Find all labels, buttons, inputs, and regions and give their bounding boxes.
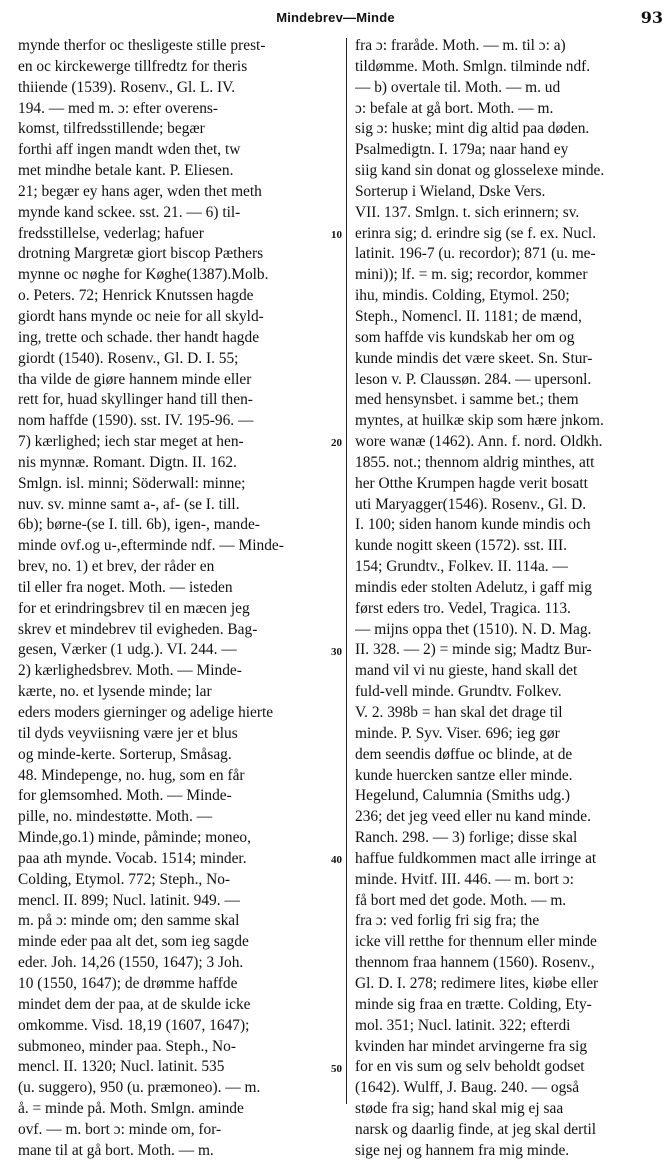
text-line: ihu, mindis. Colding, Etymol. 250; (355, 287, 570, 305)
text-line: giordt (1540). Rosenv., Gl. D. I. 55; (18, 349, 239, 367)
text-line: for et erindringsbrev til en mæcen jeg (18, 599, 250, 617)
text-line: 1855. not.; thennom aldrig minthes, att (355, 453, 595, 471)
text-line: å. = minde på. Moth. Smlgn. aminde (18, 1100, 244, 1118)
text-line: thennom fraa hannem (1560). Rosenv., (355, 954, 595, 972)
line-number: 50 (331, 1062, 342, 1075)
text-line: drotning Margretæ giort biscop Pæthers (18, 245, 264, 263)
text-line: Ranch. 298. — 3) forlige; disse skal (355, 829, 578, 847)
text-line: til dyds veyviisning være jer et blus (18, 724, 238, 742)
text-line: minde sig fraa en trætte. Colding, Ety- (355, 995, 592, 1013)
line-number: 40 (331, 854, 342, 867)
text-line: fra ɔ: ved forlig fri sig fra; the (355, 912, 540, 930)
text-line: mencl. II. 899; Nucl. latinit. 949. — (18, 891, 240, 909)
right-column (355, 36, 667, 1162)
text-line: met mindhe betale kant. P. Eliesen. (18, 162, 234, 180)
text-line: brev, no. 1) et brev, der råder en (18, 558, 215, 576)
text-line: Hegelund, Calumnia (Smiths udg.) (355, 787, 571, 805)
text-line: som haffde vis kundskab her om og (355, 328, 575, 346)
text-line: paa ath mynde. Vocab. 1514; minder. (18, 849, 247, 867)
text-line: leson v. P. Claussøn. 284. — upersonl. (355, 370, 592, 388)
text-line: Sorterup i Wieland, Dske Vers. (355, 182, 546, 200)
text-line: (1642). Wulff, J. Baug. 240. — også (355, 1079, 580, 1097)
text-line: minde. P. Syv. Viser. 696; ieg gør (355, 724, 560, 742)
text-line: mindis eder stolten Adelutz, i gaff mig (355, 578, 592, 596)
text-line: Smlgn. isl. minni; Söderwall: minne; (18, 474, 246, 492)
text-line: giordt hans mynde oc neie for all skyld- (18, 307, 264, 325)
text-line: kærte, no. et lysende minde; lar (18, 683, 212, 701)
text-line: 194. — med m. ɔ: efter overens- (18, 99, 219, 117)
text-line: tildømme. Moth. Smlgn. tilminde ndf. (355, 57, 591, 75)
text-line: 2) kærlighedsbrev. Moth. — Minde- (18, 662, 242, 680)
text-line: dem seendis døffue oc blinde, at de (355, 745, 573, 763)
text-line: wore wanæ (1462). Ann. f. nord. Oldkh. (355, 433, 603, 451)
line-number: 10 (331, 228, 342, 241)
text-line: sig ɔ: huske; mint dig altid paa døden. (355, 120, 590, 138)
text-line: minde. Hvitf. III. 446. — m. bort ɔ: (355, 870, 574, 888)
text-line: myntes, at huilkæ skip som hære jnkom. (355, 412, 604, 430)
text-line: sige nej og hannem fra mig minde. (355, 1141, 570, 1159)
text-line: en oc kirckewerge tillfredtz for theris (18, 57, 248, 75)
text-line: icke vill retthe for thennum eller minde (355, 933, 597, 951)
text-line: fredsstillelse, vederlag; hafuer (18, 224, 204, 242)
text-line: kunde huercken santze eller minde. (355, 766, 573, 784)
text-line: og minde-kerte. Sorterup, Småsag. (18, 745, 232, 763)
text-line: o. Peters. 72; Henrick Knutssen hagde (18, 287, 254, 305)
text-line: submoneo, minder paa. Steph., No- (18, 1037, 236, 1055)
text-line: omkomme. Visd. 18,19 (1607, 1647); (18, 1016, 250, 1034)
text-line: tha vilde de giøre hannem minde eller (18, 370, 252, 388)
text-line: mand vil vi nu gieste, hand skall det (355, 662, 578, 680)
text-line: rett for, huad skyllinger hand till then- (18, 391, 253, 409)
text-line: latinit. 196-7 (u. recordor); 871 (u. me- (355, 245, 596, 263)
text-line: V. 2. 398b = han skal det drage til (355, 704, 563, 721)
text-line: I. 100; siden hanom kunde mindis och (355, 516, 591, 534)
text-line: (u. suggero), 950 (u. præmoneo). — m. (18, 1079, 261, 1097)
text-line: Steph., Nomencl. II. 1181; de mænd, (355, 307, 582, 325)
text-line: forthi aff ingen mandt wden thet, tw (18, 141, 241, 159)
text-line: thiiende (1539). Rosenv., Gl. L. IV. (18, 78, 236, 96)
text-line: 48. Mindepenge, no. hug, som en får (18, 766, 245, 784)
text-line: kunde nogitt skeen (1572). sst. III. (355, 537, 568, 555)
text-line: minde eder paa alt det, som ieg sagde (18, 933, 249, 951)
text-line: minde ovf.og u-,efterminde ndf. — Minde- (18, 537, 284, 555)
text-line: skrev et mindebrev til evigheden. Bag- (18, 620, 258, 638)
text-line: haffue fuldkommen mact alle irringe at (355, 849, 597, 867)
text-line: m. på ɔ: minde om; den samme skal (18, 912, 240, 930)
running-head: Mindebrev—Minde (276, 10, 395, 25)
text-line: siig kand sin donat og glosselexe minde. (355, 162, 605, 180)
text-line: mane til at gå bort. Moth. — m. (18, 1141, 214, 1159)
text-line: mini)); lf. = m. sig; recordor, kommer (355, 266, 588, 284)
text-line: nis mynnæ. Romant. Digtn. II. 162. (18, 453, 237, 471)
line-number: 20 (331, 437, 342, 450)
text-line: 6b); børne-(se I. till. 6b), igen-, mande- (18, 516, 260, 534)
text-line: Colding, Etymol. 772; Steph., No- (18, 870, 231, 888)
text-line: ovf. — m. bort ɔ: minde om, for- (18, 1120, 222, 1138)
text-line: få bort med det gode. Moth. — m. (355, 891, 567, 909)
text-line: Psalmedigtn. I. 179a; naar hand ey (355, 141, 569, 159)
text-line: II. 328. — 2) = minde sig; Madtz Bur- (355, 641, 592, 659)
text-line: mol. 351; Nucl. latinit. 322; efterdi (355, 1016, 571, 1034)
text-line: narsk og daarlig finde, at jeg skal dertil (355, 1120, 597, 1138)
text-line: kunde mindis det være skeet. Sn. Stur- (355, 349, 593, 367)
text-line: — mijns oppa thet (1510). N. D. Mag. (355, 620, 592, 638)
text-line: Minde,go.1) minde, påminde; moneo, (18, 829, 251, 847)
text-line: 236; det jeg veed eller nu kand minde. (355, 808, 591, 826)
text-line: — b) overtale til. Moth. — m. ud (355, 78, 561, 96)
text-line: 154; Grundtv., Folkev. II. 114a. — (355, 558, 568, 576)
text-line: 10 (1550, 1647); de drømme haffde (18, 974, 238, 992)
left-column (18, 36, 340, 1162)
text-line: for glemsomhed. Moth. — Minde- (18, 787, 232, 805)
text-line: mencl. II. 1320; Nucl. latinit. 535 (18, 1058, 225, 1076)
text-line: Gl. D. I. 278; redimere lites, kiøbe eller (355, 974, 599, 992)
text-line: nuv. sv. minne samt a-, af- (se I. till. (18, 495, 240, 513)
text-line: gesen, Værker (1 udg.). VI. 244. — (18, 641, 237, 659)
text-line: 21; begær ey hans ager, wden thet meth (18, 182, 262, 200)
text-line: mynne oc nøghe for Køghe(1387).Molb. (18, 266, 269, 284)
text-line: 7) kærlighed; iech star meget at hen- (18, 433, 244, 451)
text-line: mindet dem der paa, at de skulde icke (18, 995, 251, 1013)
page-number: 93 (640, 8, 663, 27)
text-line: uti Maryagger(1546). Rosenv., Gl. D. (355, 495, 587, 513)
text-line: først eders tro. Vedel, Tragica. 113. (355, 599, 571, 617)
text-line: ɔ: befale at gå bort. Moth. — m. (355, 99, 554, 117)
text-line: støde fra sig; hand skal mig ej saa (355, 1100, 564, 1118)
column-rule (346, 38, 347, 1104)
text-line: her Otthe Krumpen hagde verit bosatt (355, 474, 588, 492)
text-line: komst, tilfredsstillende; begær (18, 120, 205, 138)
text-line: nom haffde (1590). sst. IV. 195-96. — (18, 412, 254, 430)
text-line: mynde kand sckee. sst. 21. — 6) til- (18, 203, 241, 221)
text-line: kvinden har mindet arvingerne fra sig (355, 1037, 588, 1055)
text-line: ing, trette och schade. ther handt hagde (18, 328, 260, 346)
text-line: for en vis sum og selv beholdt godset (355, 1058, 585, 1076)
text-line: til eller fra noget. Moth. — isteden (18, 578, 233, 596)
text-line: med hensynsbet. i samme bet.; them (355, 391, 579, 409)
text-line: VII. 137. Smlgn. t. sich erinnern; sv. (355, 203, 580, 221)
text-line: pille, no. mindestøtte. Moth. — (18, 808, 213, 826)
text-line: eders moders gierninger og adelige hierte (18, 704, 274, 721)
text-line: fra ɔ: fraråde. Moth. — m. til ɔ: a) (355, 37, 566, 54)
line-number: 30 (331, 645, 342, 658)
text-line: fuld-vell minde. Grundtv. Folkev. (355, 683, 562, 701)
text-line: eder. Joh. 14,26 (1550, 1647); 3 Joh. (18, 954, 244, 972)
page-header (0, 6, 671, 30)
text-line: erinra sig; d. erindre sig (se f. ex. Nucl. (355, 224, 597, 242)
text-line: mynde therfor oc thesligeste stille prest- (18, 37, 266, 54)
